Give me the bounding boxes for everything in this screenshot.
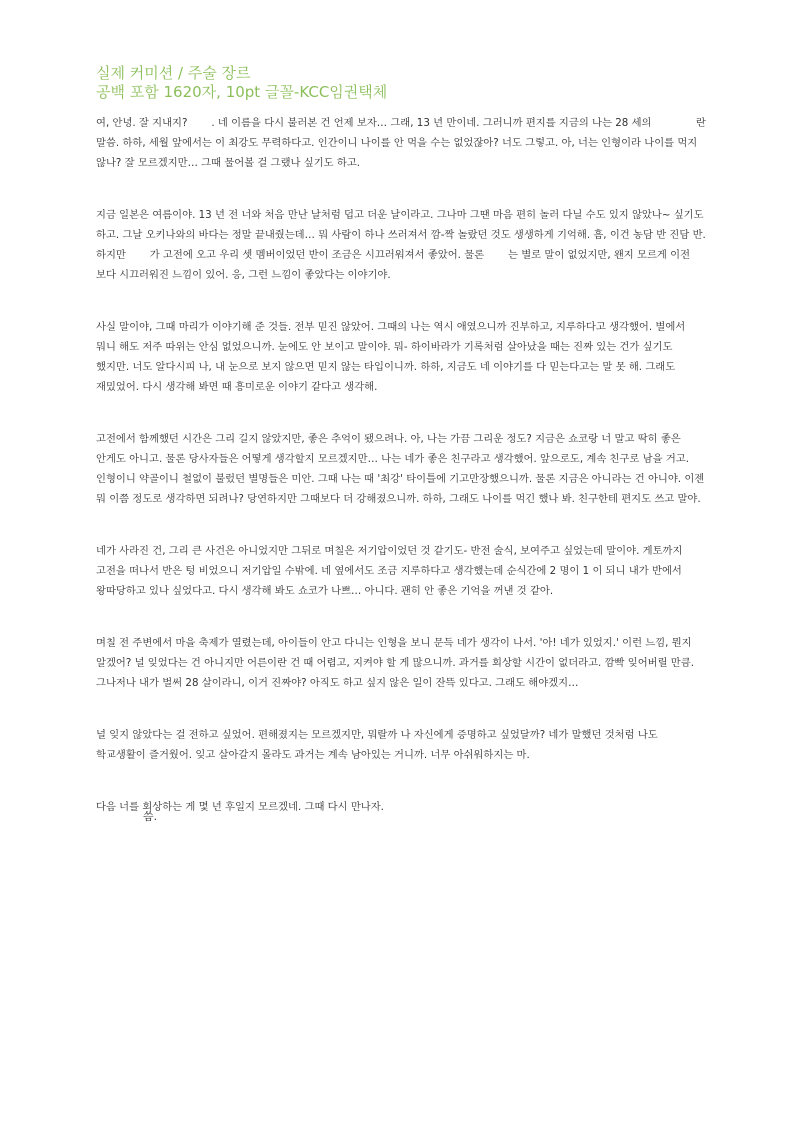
letter-paragraph-5: 네가 사라진 건, 그리 큰 사건은 아니었지만 그뒤로 며칠은 저기압이었던 것 같기도- 반전 술식, 보여주고 싶었는데 말이야. 게토까지 고전을 떠나서 반은 텅 비었으니 저기압일 수밖에. 네 옆에서도 조금 지루하다고 생각했는데 순식간에 2 명이 1 이 되니 내가 반에서 왕따당하고 있나 싶었다고. 다시 생각해 봐도 쇼코가 나쁘… 아니다. 괜히 안 좋은 기억을 꺼낸 것 같아. — [96, 545, 683, 597]
commission-genre-title: 실제 커미션 / 주술 장르 — [96, 64, 251, 82]
letter-paragraph-4: 고전에서 함께했던 시간은 그리 길지 않았지만, 좋은 추억이 됐으려나. 아, 나는 가끔 그리운 정도? 지금은 쇼코랑 너 말고 딱히 좋은 안게도 아니고. 물론 당사자들은 어떻게 생각할지 모르겠지만… 나는 네가 좋은 친구라고 생각했어. 앞으로도, 계속 친구로 남을 거고. 인형이니 약골이니 철없이 불렀던 별명들은 미안. 그때 나는 때 '최강' 타이틀에 기고만장했으니까. 물론 지금은 아니라는 건 아니야. 이젠 뭐 이쯤 정도로 생각하면 되려나? 당연하지만 그때보다 더 강해졌으니까. 하하, 그래도 나이를 먹긴 했나 봐. 친구한테 편지도 쓰고 말야. — [96, 433, 705, 505]
character-count-font-note: 공백 포함 1620자, 10pt 글꼴-KCC임권택체 — [96, 83, 388, 101]
letter-paragraph-3: 사실 말이야, 그때 마리가 이야기해 준 것들. 전부 믿진 않았어. 그때의 나는 역시 애였으니까 진부하고, 지루하다고 생각했어. 별에서 뭐니 해도 저주 따위는 안심 없었으니까. 눈에도 안 보이고 말이야. 뭐- 하이바라가 기록처럼 살아났을 때는 진짜 있는 건가 싶기도 했지만. 너도 알다시피 나, 내 눈으로 보지 않으면 믿지 않는 타입이니까. 하하, 지금도 네 이야기를 다 믿는다고는 말 못 해. 그래도 재밌었어. 다시 생각해 봐면 때 흥미로운 이야기 같다고 생각해. — [96, 321, 686, 393]
document-header — [96, 64, 716, 102]
letter-paragraph-1: 여, 안녕. 잘 지내지? . 네 이름을 다시 불러본 건 언제 보자… 그래, 13 년 만이네. 그러니까 편지를 지금의 나는 28 세의 란 말씀. 하하, 세월 앞에서는 이 최강도 무력하다고. 인간이니 나이를 안 먹을 수는 없었잖아? 너도 그렇고. 아, 너는 인형이라 나이를 먹지 않나? 잘 모르겠지만… 그때 물어볼 걸 그랬나 싶기도 하고. — [96, 117, 706, 169]
letter-body — [96, 113, 708, 849]
letter-paragraph-2: 지금 일본은 여름이야. 13 년 전 너와 처음 만난 날처럼 덥고 더운 날이라고. 그나마 그땐 마음 편히 놀러 다닐 수도 있지 않았나~ 싶기도 하고. 그날 오키나와의 바다는 정말 끝내줬는데… 뭐 사람이 하나 쓰러져서 깜-짝 놀랐던 것도 생생하게 기억해. 흠, 이건 농담 반 진담 반. 하지만 가 고전에 오고 우리 셋 멤버이었던 반이 조금은 시끄러워져서 좋았어. 물론 는 별로 말이 없었지만, 왠지 모르게 이전 보다 시끄러워진 느낌이 있어. 응, 그런 느낌이 좋았다는 이야기야. — [96, 209, 706, 281]
letter-paragraph-7: 널 잊지 않았다는 걸 전하고 싶었어. 편해졌지는 모르겠지만, 뭐랄까 나 자신에게 증명하고 싶었달까? 네가 말했던 것처럼 나도 학교생활이 즐거웠어. 잊고 살아갈지 몰라도 과거는 계속 남아있는 거니까. 너무 아쉬워하지는 마. — [96, 729, 658, 761]
letter-paragraph-6: 며칠 전 주변에서 마을 축제가 열렸는데, 아이들이 안고 다니는 인형을 보니 문득 네가 생각이 나서. '아! 네가 있었지.' 이런 느낌, 뭔지 알겠어? 널 잊었다는 건 아니지만 어른이란 건 때 어렵고, 지켜야 할 게 많으니까. 과거를 회상할 시간이 없더라고. 깜빡 잊어버릴 만큼. 그나저나 내가 벌써 28 살이라니, 이거 진짜야? 아직도 하고 싶지 않은 일이 잔뜩 있다고. 그래도 해야겠지… — [96, 637, 694, 689]
letter-signature: 씀. — [143, 810, 158, 823]
letter-paragraph-8: 다음 너를 회상하는 게 몇 년 후일지 모르겠네. 그때 다시 만나자. — [96, 801, 384, 813]
